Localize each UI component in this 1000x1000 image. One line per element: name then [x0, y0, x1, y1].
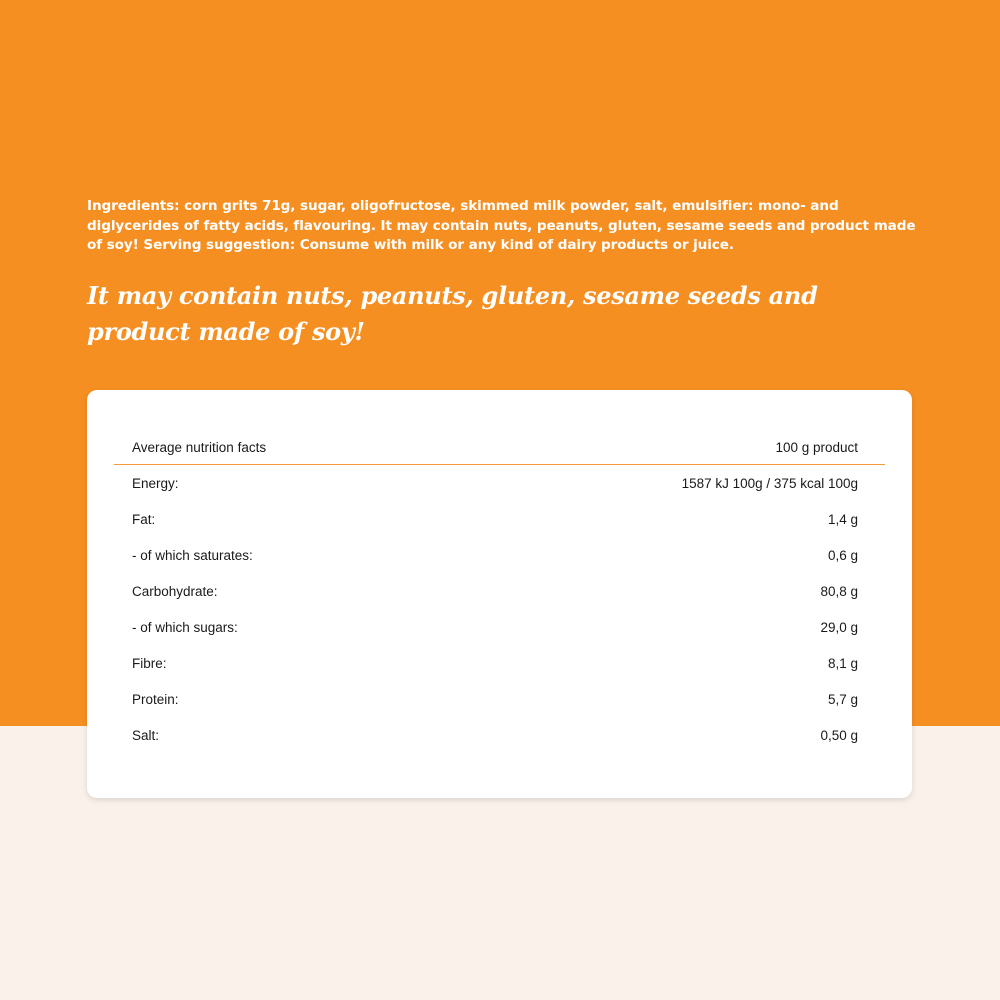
ingredients-middle: powder, salt, emulsifier: mono- and diglycerides of fatty acids, flavouring. It may contain nuts, peanuts, gluten, sesame seeds and product made of soy!	[87, 198, 916, 253]
table-row	[114, 573, 885, 609]
row-label-salt: Salt:	[132, 727, 160, 743]
row-label-protein: Protein:	[132, 691, 179, 707]
ingredients-bold-milk: milk	[533, 198, 566, 214]
serving-suggestion-text: : Consume with milk or any kind of dairy products or juice.	[289, 237, 734, 253]
row-value-salt: 0,50 g	[820, 727, 858, 743]
table-row	[114, 645, 885, 681]
serving-suggestion-label: Serving suggestion	[143, 237, 290, 253]
row-label-carbohydrate: Carbohydrate:	[132, 583, 218, 599]
table-row	[114, 609, 885, 645]
row-value-carbohydrate: 80,8 g	[820, 583, 858, 599]
allergen-warning: It may contain nuts, peanuts, gluten, sesame seeds and product made of soy!	[87, 281, 818, 346]
row-label-sugars: - of which sugars:	[132, 619, 238, 635]
table-row	[114, 537, 885, 573]
row-label-saturates: - of which saturates:	[132, 547, 253, 563]
table-row	[114, 681, 885, 717]
nutrition-table-header	[114, 430, 885, 465]
row-value-fat: 1,4 g	[827, 511, 858, 527]
ingredients-prefix: Ingredients: corn grits 71g, sugar, oligofructose, skimmed	[87, 198, 534, 214]
row-value-protein: 5,7 g	[827, 691, 858, 707]
table-row	[114, 717, 885, 753]
nutrition-card	[87, 390, 912, 798]
row-label-fat: Fat:	[132, 511, 156, 527]
table-row	[114, 501, 885, 537]
row-label-fibre: Fibre:	[132, 655, 167, 671]
row-value-saturates: 0,6 g	[827, 547, 858, 563]
row-value-sugars: 29,0 g	[820, 619, 858, 635]
row-label-energy: Energy:	[132, 475, 179, 491]
row-value-fibre: 8,1 g	[827, 655, 858, 671]
row-value-energy: 1587 kJ 100g / 375 kcal 100g	[681, 475, 858, 491]
header-value: 100 g product	[775, 440, 858, 455]
header-label: Average nutrition facts	[132, 440, 267, 455]
nutrition-table	[114, 430, 885, 753]
ingredients-text	[87, 197, 917, 256]
table-row	[114, 465, 885, 501]
